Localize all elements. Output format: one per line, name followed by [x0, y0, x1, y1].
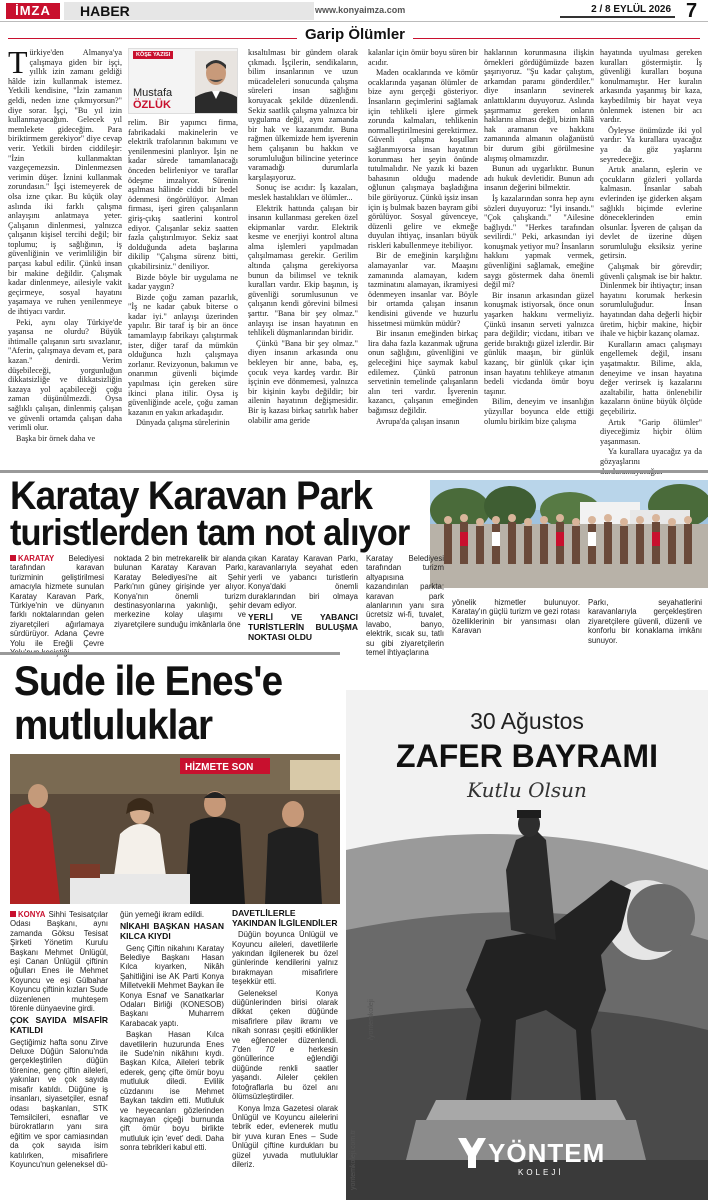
karatay-col-4: Karatay Belediyesi tarafından turizm altyapısına kazandırılan parkta; karavan park alanlarının yanı sıra ücretsiz wi-fi, tuvalet, lavabo, banyo, elektrik, sıcak su, tatlı su gibi ziyaretçilerin temel ihtiyaçlarına: [366, 554, 444, 658]
author-photo: [195, 51, 237, 113]
issue-date: 2 / 8 EYLÜL 2026: [560, 4, 675, 18]
newspaper-logo[interactable]: İMZA: [6, 3, 60, 19]
column-badge: KÖŞE YAZISI: [133, 51, 173, 59]
column-text-4: kalanlar için ömür boyu süren bir acıdır. Maden ocaklarında ve kömür ocaklarında yaşanan ölümler de bize aynı gerçeği gösteriyor. İnsanların geçimlerini sağlamak için tehlikeli işlere girmek zorunda kalmaları, tehlikenin normalleştirilmesini gerektirmez. Güvenli çalışma koşulları sağlanmıyorsa insan hayatının korunması her şeyin önünde tutulmalıdır. Ne yazık ki bazen bahasının olduğu madende oğlunun çalışmaya başladığına bile görüyoruz. Çünkü işsiz insan için iş bulmak bazen bayram gibi görülüyor. Sosyal güvenceye, düzenli gelire ve ekmeğe duyulan ihtiyaç, insanları büyük riskleri kabullenmeye itebiliyor. Bir de emeğinin karşılığını alamayanlar var. Maaşını zamanında alamayan, kıdem tazminatını alamayan, ikramiyesi ödenmeyen insanlar var. Böyle bir ortamda çalışan insanın kendisini güvende ve huzurlu hissetmesi mümkün müdür? Bir insanın emeğinden birkaç lira daha fazla kazanmak uğruna onun sağlığını, güvenliğini ve geleceğini hiçe saymak kabul edilemez. Çünkü patronun servetinin temelinde çalışanların alın teri vardır. İşverenin kazancı, çalışanın emeğinden bağımsız değildir. Avrupa'da çalışan insanın: [368, 48, 478, 426]
ad-script: Kutlu Olsun: [467, 778, 587, 802]
zafer-bayrami-ad[interactable]: [346, 690, 708, 1200]
wedding-subhead-2: NİKAHI BAŞKAN HASAN KILCA KIYDI: [120, 921, 224, 941]
photo-banner-text: HİZMETE SON: [185, 762, 254, 773]
wedding-col-1: KONYA Sihhi Tesisatçılar Odası Başkanı, aynı zamanda Göksu Tesisat Şirketi Yönetim Kurulu Başkanı Mehmet Ünlügül, eşi Canan Ünlügül çiftinin oğulları Enes ile Mehmet Koyuncu ve eşi Gülbahar Koyuncu çiftinin kızları Sude düzenlenen muhteşem törenle dünyaevine girdi. ÇOK SAYIDA MİSAFİR KATILDI Geçtiğimiz hafta sonu Zirve Deluxe Düğün Salonu'nda gerçekleştirilen düğün törenine, genç çiftin aileleri, yakınları ve çok sayıda misafir katıldı. Düğüne iş insanları, siyasetçiler, esnaf odası başkanları, STK Temsilcileri, esnaflar ve bürokratların yanı sıra eğitim ve spor camiasından da çok sayıda isim katılırken, misafirlere Koyuncu'nun geleneksel dü-: [10, 910, 108, 1169]
column-text-1: Türkiye'den Almanya'ya çalışmaya giden bir işçi, yıllık izin zamanı geldiği hâlde izin kullanmak istemez. Yetkili kendisine, "İzin zamanın geldi, neden izne çıkmıyorsun?" diye sorar. İşçi, "Bu yıl izin kullanmayacağım. Gelecek yıl memlekete gideceğim. Para biriktirmem gerekiyor" diye cevap verir. Yetkili birden ciddileşir: "İzin kullanmaktan vazgeçemezsin. Dinlenmezsen verimin düşer. İznini kullanmak zorundasın." İşçi istemeyerek de olsa izne çıkar. Bu küçük olay aslında iki farklı çalışma anlayışını anlatmaya yeter. Çalışanın dinlenmesi, yalnızca çalışanın kişisel tercihi değil; bir toplumu; iş sağlığının, iş güvenliğinin ve verimliliğin bir parçası kabul edilir. Çünkü insan bir makine değildir. Çalışmak kadar dinlenmeye, ailesiyle vakit geçirmeye, sosyal hayatını yaşamaya ve ruhen yenilenmeye de ihtiyacı vardır. Peki, aynı olay Türkiye'de yaşansa ne olurdu? Büyük ihtimalle çalışanın sırtı sıvazlanır, "Aferin, çalışmaya devam et, para kazan." denirdi. Verim düşebileceği, yorgunluğun dikkatsizliğe ve dikkatsizliğin kazaya yol açabileceği çoğu zaman düşünülmezdi. Oysa sağlıklı çalışan, dinlenmiş çalışan ve güvenli ortamda çalışan daha verimli olur. Başka bir örnek daha ve: [8, 44, 122, 443]
page-number: 7: [686, 0, 698, 22]
wedding-tag: KONYA: [18, 910, 46, 919]
site-url[interactable]: www.konyaimza.com: [315, 5, 406, 15]
karatay-col-6: Parkı, seyahatlerini karavanlarıyla gerçekleştiren ziyaretçilere güvenli, düzenli ve konforlu bir konaklama imkânı sunuyor.: [588, 598, 702, 645]
tag-square-2: [10, 911, 16, 917]
wedding-subhead-3: DAVETLİLERLE YAKINDAN İLGİLENDİLER: [232, 908, 338, 928]
wedding-col-3: DAVETLİLERLE YAKINDAN İLGİLENDİLER Düğün boyunca Ünlügül ve Koyuncu aileleri, davetlilerle yakından ilgilenerek bu özel günlerinde kendilerini yalnız bırakmayan misafirlere teşekkür etti. Geleneksel Konya düğünlerinden birisi olarak dikkat çeken düğünde misafirlere pilav ikramı ve nikah sonrası çeşitli etkinlikler ve eğlenceler düzenlendi. 7'den 70' e herkesin gönüllerince eğlendiği düğünde renkli saatler yaşandı. Aileler çekilen fotoğraflarla bu özel anı ölümsüzleştirdiler. Konya İmza Gazetesi olarak Ünlügül ve Koyuncu ailelerini tebrik eder, evlenerek mutlu bir yuva kuran Enes – Sude Ünlügül çiftine kurdukları bu güzel yuvada mutluluklar dileriz.: [232, 908, 338, 1169]
column-text-2: relim. Bir yapımcı firma, fabrikadaki makinelerin ve elektrik trafolarının bakımını ve yenilenmesini planlıyor. İşin ne kadar sürede tamamlanacağı önceden belirleniyor ve taraflar ödeşme imzalıyor. Sürenin aşılması hâlinde ciddi bir bedel ödenmesi öngörülüyor. Alman firması, işeri giren çalışanların giriş-çıkış saatlerini kontrol ediyor. Çalışanlar sekiz saatten fazla çalıştırılmıyor. Sekiz saat dolduğunda adeta başlarına dikilip "Çalışma sürenz bitti, çıkabilirsiniz." deniliyor. Bizde böyle bir uygulama ne kadar yaygın? Bizde çoğu zaman pazarlık, "İş ne kadar çabuk biterse o kadar iyi." anlayışı üzerinden yapılır. Bir taraf iş bir an önce tamamlayıp fabrikayı çalıştırmak ister, diğer taraf da mümkün olduğunca hızlı çalışmaya zorlanır. Revizyonun, bakımın ve onarımın güvenli biçimde yapılması için gereken süre ikinci plana itilir. Oysa iş güvenliğinde acele, çoğu zaman kazanın en yakın arkadaşıdır. Dünyada çalışma sürelerinin: [128, 118, 238, 428]
tag-square: [10, 555, 16, 561]
author-last-name: ÖZLÜK: [133, 99, 171, 111]
karatay-col-3: çıkan Karatay Karavan Parkı, karavanlarıyla seyahat eden yerli ve yabancı turistlerin Konya'daki önemli duraklarından biri olmaya devam ediyor. YERLİ VE YABANCI TURİSTLERİN BULUŞMA NOKTASI OLDU: [248, 554, 358, 642]
column-text-6: hayatında uyulması gereken kuralları göstermiştir. İş güvenliği kuralları boşuna konulmamıştır. Her kuralın arkasında yaşanmış bir kaza, kaybedilmiş bir hayat veya önlenmek istenen bir acı vardır. Öyleyse önümüzde iki yol vardır: Ya kurallara uyacağız ya da göz yaşlarını seyredeceğiz. Artık anaların, eşlerin ve çocukların gözleri yollarda kalmasın. İnsanlar sabah evlerinden işe giderken akşam sağlıklı biçimde evlerine döneceklerinden emin olsunlar. İşveren de çalışan da devlet de üzerine düşen sorumluluğu eksiksiz yerine getirsin. Çalışmak bir görevdir; güvenli çalışmak ise bir haktır. Dinlenmek bir ihtiyaçtır; insan hayatını korumak herkesin sorumluluğudur. İnsan hayatından daha değerli hiçbir üretim, hiçbir makine, hiçbir ihale ve hiçbir kazanç olamaz. Kuralların amacı çalışmayı engellemek değil, insanı yaşatmaktır. Bilime, akla, deneyime ve insan hayatına değer verirsek iş kazalarını azaltabilir, hatta önlenebilir kazaların önüne büyük ölçüde geçebiliriz. Artık "Garip ölümler" diyeceğimiz hiçbir ölüm yaşanmasın. Ya kurallara uyacağız ya da gözyaşlarını: [600, 48, 702, 466]
column-title: Garip Ölümler: [250, 26, 460, 44]
ad-website[interactable]: yontemkoleji.com.tr: [350, 1129, 357, 1190]
section-divider-2: [0, 652, 340, 655]
ad-brand-sub: KOLEJİ: [518, 1168, 564, 1177]
karatay-tag: KARATAY: [18, 554, 55, 563]
author-first-name: Mustafa: [133, 87, 173, 99]
karatay-headline-2[interactable]: turistlerden tam not alıyor: [10, 512, 410, 553]
karatay-col-2: noktada 2 bin metrekarelik bir alanda bulunan Karatay Karavan Parkı, Karatay Belediyesi'ne ait Şehir Parkı'nın güney girişinde yer alıyor. Konya'nın önemli turizm destinasyonlarına yakınlığı, şehir merkezine kolay ulaşımı ve ziyaretçilere sunduğu imkânlarla öne: [114, 554, 246, 629]
wedding-headline-1[interactable]: Sude ile Enes'e: [14, 657, 283, 704]
section-label: HABER: [64, 2, 314, 20]
karatay-col-5: yönelik hizmetler bulunuyor. Karatay'ın güçlü turizm ve gezi rotası özelliklerinin bir yansıması olan Karavan: [452, 598, 580, 636]
author-box: [128, 48, 238, 114]
ad-social[interactable]: /yontemkoleji: [368, 999, 375, 1040]
ad-brand[interactable]: YÖNTEM: [488, 1138, 606, 1168]
drop-cap: T: [8, 44, 28, 80]
wedding-photo: [10, 754, 340, 904]
karavan-park-photo: [430, 480, 708, 588]
wedding-headline-2[interactable]: mutluluklar: [14, 701, 213, 748]
section-divider: [0, 470, 708, 473]
ad-title: ZAFER BAYRAMI: [396, 738, 658, 774]
karatay-subhead: YERLİ VE YABANCI TURİSTLERİN BULUŞMA NOKTASI OLDU: [248, 612, 358, 642]
top-bar: [0, 0, 708, 22]
ad-date: 30 Ağustos: [470, 708, 584, 734]
column-text-3: kısaltılması bir gündem olarak çıkmadı. İşçilerin, sendikaların, bilim insanlarının ve uzun mücadeleleri sonucunda çalışma süreleri insan sağlığını koruyacak şekilde düzenlendi. Sekiz saatlik çalışma yalnızca bir uygulama değil, aynı zamanda bir hak ve kazanımdır. Buna rağmen ülkemizde hem işverenin hem çalışanın bu hakkın ve sorumluluğun bilincine yeterince varamadığı durumlarla karşılaşıyoruz. Sonuç ise acıdır: İş kazaları, meslek hastalıkları ve ölümler... Elektrik hattında çalışan bir insanın kullanması gereken özel ekipmanlar vardır. Elektrik kesme ve enerjiyi kontrol altına alma işlemleri yapılmadan çalışılmaması gerekir. Gerilim altında çalışma gerekiyorsa bunun da bilimsel ve teknik kuralları vardır. Ekip başının, iş güvenliği sorumlusunun ve çalışanın kendi görevini bilmesi şarttır. "Bana bir şey olmaz." anlayışı ise insan hayatının en tehlikeli düşmanlarından biridir. Çünkü "Bana bir şey olmaz." diyen insanın arkasında onu bekleyen bir anne, baba, eş, çocuk veya kardeş vardır. Bir işçinin eve dönmemesi, yalnızca bir kişinin kaybı değildir; bir ailenin hayatının değişmesidir. Bir iş kazası birkaç satırlık haber olabilir ama geride: [248, 48, 358, 425]
wedding-col-2: ğün yemeği ikram edildi. NİKAHI BAŞKAN HASAN KILCA KIYDI Genç Çiftin nikahını Karatay Belediye Başkanı Hasan Kılca kıyarken, Nikâh Şahitliğini ise AK Parti Konya Milletvekili Mehmet Baykan ile Konya Esnaf ve Sanatkarlar Odaları Birliği (KONESOB) Başkanı Muharrem Karabacak yaptı. Başkan Hasan Kılca davetlilerin huzurunda Enes ile Sude'nin nikâhını kıydı. Başkan Kılca, Aileleri tebrik ederek, genç çifte ömür boyu mutluluk diledi. Evlilik cüzdanını ise Mehmet Baykan takdim etti. Mutluluk ve heyecanları gözlerinden kaçmayan çiçeği burnunda çift ömür boyu birlikte mutluluk için 'evet' dedi. Daha sonra tebrikleri kabul etti.: [120, 910, 224, 1153]
karatay-col-1: KARATAY Belediyesi tarafından karavan turizminin geliştirilmesi amacıyla hizmete sunulan Karatay Karavan Park, Türkiye'nin ve dünyanın farklı noktalarından gelen ziyaretçileri ağırlamaya sürdürüyor. Adana Çevre Yolu ile Ereğli Çevre: [10, 554, 104, 648]
column-text-5: haklarının korunmasına ilişkin örnekleri gördüğümüzde bazen şaşırıyoruz. "Şu kadar çalıştım, arkamdan paramı gönderdiler." diye insanların sevinerek anlattıklarını duyuyoruz. Aslında şaşırmamız gereken onların haklarını alması değil, bizim hâlâ hak aramanın ve hakkını zamanında almanın olağanüstü bir durum gibi görülmesine alışmış olmamızdır. Bunun adı uygarlıktır. Bunun adı hukuk devletidir. Bunun adı insanın değerini bilmektir. İş kazalarından sonra hep aynı sözleri duyuyoruz: "İyi insandı." "Çok çalışkandı." "Ailesine bağlıydı." "Herkes tarafından sevilirdi." Peki, arkasından iyi konuşmak yetiyor mu? İnsanların hakkını yapmak vermek, güvenliğini sağlamak, emeğine saygı göstermek daha önemli değil mi? Bir insanın arkasından güzel konuşmak istiyorsak, önce onun yaşarken hakkını vermeliyiz. Çünkü insanın serveti yalnızca para değildir; vicdanı, itibarı ve geride bıraktığı güzel izlerdir. Bir günlük maaşın, bir günlük kazanç, bir günlük çıkar için insan hayatını tehlikeye atmanın bedeli vicdanda ömür boyu taşınır. Bilim, deneyim ve insanlığın yüzyıllar boyunca elde ettiği olumlu birikim bize çalışma: [484, 48, 594, 426]
karatay-headline-1[interactable]: Karatay Karavan Park: [10, 474, 373, 518]
wedding-subhead-1: ÇOK SAYIDA MİSAFİR KATILDI: [10, 1015, 108, 1036]
